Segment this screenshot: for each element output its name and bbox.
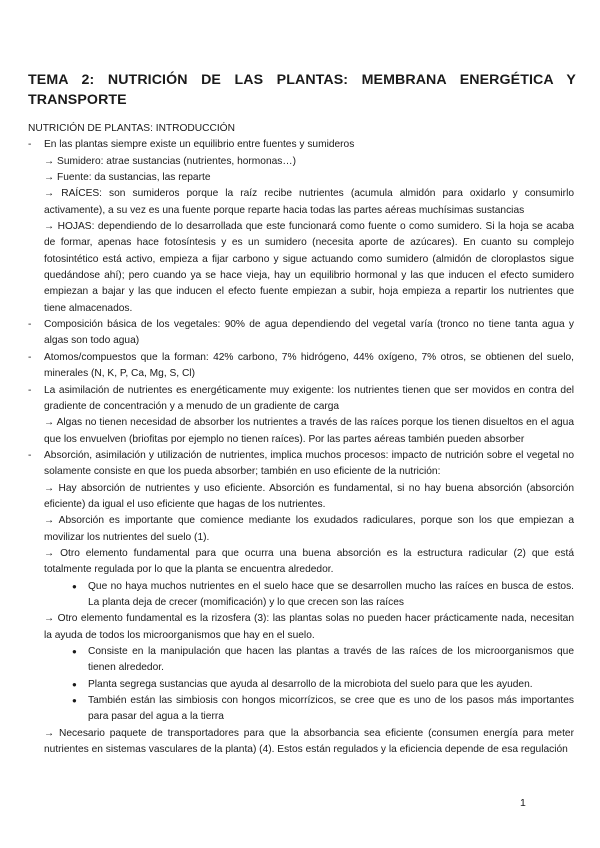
arrow-paragraph: → RAÍCES: son sumideros porque la raíz recibe nutrientes (acumula almidón para oxidarlo y consumirlo activamente), a su vez es una fuente porque reparte hacia todas las partes aéreas muchísimas sustancias xyxy=(44,188,574,216)
arrow-paragraph: → Hay absorción de nutrientes y uso eficiente. Absorción es fundamental, si no hay buena absorción (absorción eficiente) da igual el uso eficiente que hagas de los nutrientes. xyxy=(44,482,574,510)
arrow-paragraph: → Otro elemento fundamental para que ocurra una buena absorción es la estructura radicular (2) que está totalmente regulada por lo que la planta se encuentra alrededor. xyxy=(44,547,574,576)
list-item-text: - Atomos/compuestos que la forman: 42% carbono, 7% hidrógeno, 44% oxígeno, 7% otros, se obtienen del suelo, minerales (N, K, P, Ca, Mg, S, Cl) xyxy=(44,351,574,380)
arrow-paragraph: → Necesario paquete de transportadores para que la absorbancia sea eficiente (consumen energía para meter nutrientes en sistemas vasculares de la planta) (4). Estos están regulados y la eficiencia depende de esa regulación xyxy=(44,727,574,756)
dash-list xyxy=(28,137,574,758)
bullet-item: ● También están las simbiosis con hongos micorrízicos, se cree que es uno de los pasos más importantes para pasar del agua a la tierra xyxy=(72,693,574,726)
list-item xyxy=(28,137,574,317)
bullet-item: ● Que no haya muchos nutrientes en el suelo hace que se desarrollen mucho las raíces en busca de estos. La planta deja de crecer (momificación) y lo que crecen son las raíces xyxy=(72,579,574,612)
list-item-text: - En las plantas siempre existe un equilibrio entre fuentes y sumideros xyxy=(44,139,355,151)
arrow-paragraph: → Sumidero: atrae sustancias (nutrientes, hormonas…) xyxy=(44,155,296,167)
arrow-paragraph: → Algas no tienen necesidad de absorber los nutrientes a través de las raíces porque los tienen disueltos en el agua que los envuelven (briofitas por ejemplo no tienen raíces). Por las partes aéreas también pueden absorber xyxy=(44,417,574,445)
bullet-list xyxy=(44,644,574,726)
list-item xyxy=(28,383,574,448)
bullet-list xyxy=(44,579,574,612)
arrow-paragraph: → Fuente: da sustancias, las reparte xyxy=(44,172,211,184)
list-item-text: - Absorción, asimilación y utilización de nutrientes, implica muchos procesos: impacto de nutrición sobre el vegetal no solamente consiste en que los pueda absorber; también en uso eficiente de la nutrición: xyxy=(44,449,574,478)
arrow-paragraph: → Otro elemento fundamental es la rizosfera (3): las plantas solas no pueden hacer prácticamente nada, necesitan la ayuda de todos los microorganismos que hay en el suelo. xyxy=(44,613,574,641)
arrow-paragraph: → HOJAS: dependiendo de lo desarrollada que este funcionará como fuente o como sumidero. Si la hoja se acaba de formar, apenas hace fotosíntesis y es un sumidero (necesita aporte de azúcares). En cuanto su complejo fotosintético está activo, empieza a fijar carbono y sigue actuando como sumidero (almidón de cloroplastos sigue quedándose ahí); pero cuando ya se hace vieja, hay un equilibrio hormonal y las que inducen el efecto sumidero empiezan a bajar y las que inducen el efecto fuente empiezan a subir, hoja empieza a repartir los nutrientes que tiene almacenados. xyxy=(44,221,574,314)
list-item-text: - Composición básica de los vegetales: 90% de agua dependiendo del vegetal varía (tronco no tiene tanta agua y algas son todo agua) xyxy=(44,319,574,347)
list-item xyxy=(28,317,574,350)
document-body xyxy=(28,121,574,758)
page-number: 1 xyxy=(520,797,526,809)
list-item xyxy=(28,448,574,759)
document-title: TEMA 2: NUTRICIÓN DE LAS PLANTAS: MEMBRANA ENERGÉTICA Y TRANSPORTE xyxy=(28,72,576,108)
list-item xyxy=(28,350,574,383)
bullet-item: ● Consiste en la manipulación que hacen las plantas a través de las raíces de los microorganismos que tienen alrededor. xyxy=(72,644,574,677)
arrow-paragraph: → Absorción es importante que comience mediante los exudados radiculares, porque son los que empiezan a movilizar los nutrientes del suelo (1). xyxy=(44,515,574,543)
section-subtitle: NUTRICIÓN DE PLANTAS: INTRODUCCIÓN xyxy=(28,123,235,134)
bullet-item: ● Planta segrega sustancias que ayuda al desarrollo de la microbiota del suelo para que les ayuden. xyxy=(72,677,574,693)
list-item-text: - La asimilación de nutrientes es energéticamente muy exigente: los nutrientes tienen que ser movidos en contra del gradiente de concentración y a menudo de un gradiente de carga xyxy=(44,384,574,412)
